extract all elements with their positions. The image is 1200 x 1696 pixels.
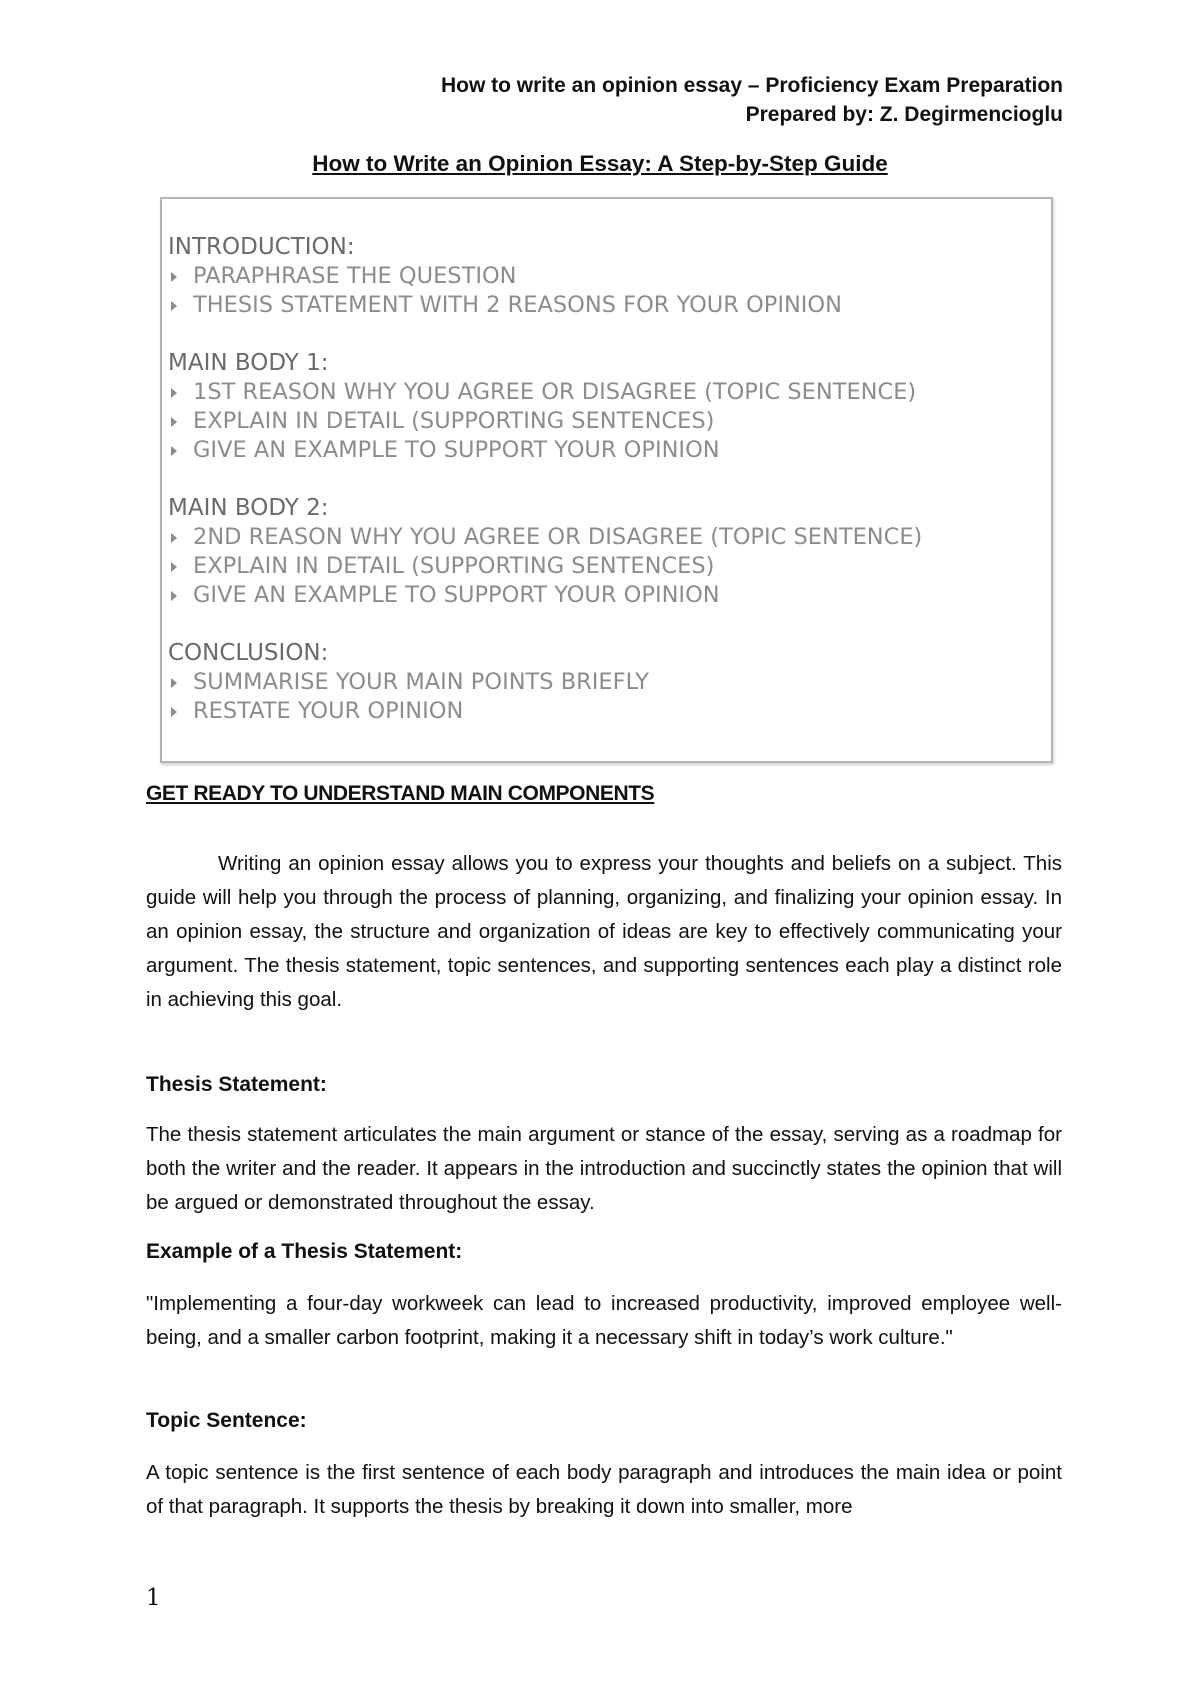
thesis-statement-heading: Thesis Statement: bbox=[146, 1073, 327, 1096]
bullet-triangle-icon bbox=[171, 707, 177, 717]
outline-item: PARAPHRASE THE QUESTION bbox=[168, 262, 842, 291]
outline-item: THESIS STATEMENT WITH 2 REASONS FOR YOUR OPINION bbox=[168, 291, 842, 320]
bullet-triangle-icon bbox=[171, 591, 177, 601]
header-line-1: How to write an opinion essay – Proficiency Exam Preparation bbox=[440, 74, 1063, 97]
bullet-triangle-icon bbox=[171, 446, 177, 456]
outline-item: 2ND REASON WHY YOU AGREE OR DISAGREE (TOPIC SENTENCE) bbox=[168, 523, 922, 552]
intro-paragraph: Writing an opinion essay allows you to express your thoughts and beliefs on a subject. This guide will help you through the process of planning, organizing, and finalizing your opinion essay. In an opinion essay, the structure and organization of ideas are key to effectively communicating your argument. The thesis statement, topic sentences, and supporting sentences each play a distinct role in achieving this goal. bbox=[146, 852, 1062, 1011]
outline-item: GIVE AN EXAMPLE TO SUPPORT YOUR OPINION bbox=[168, 581, 922, 610]
thesis-statement-paragraph: The thesis statement articulates the main argument or stance of the essay, serving as a roadmap for both the writer and the reader. It appears in the introduction and succinctly states the opinion that will be argued or demonstrated throughout the essay. bbox=[146, 1123, 1062, 1214]
thesis-example-heading: Example of a Thesis Statement: bbox=[146, 1240, 463, 1263]
outline-heading: MAIN BODY 1: bbox=[168, 350, 329, 376]
bullet-triangle-icon bbox=[171, 272, 177, 282]
bullet-triangle-icon bbox=[171, 533, 177, 543]
outline-item: GIVE AN EXAMPLE TO SUPPORT YOUR OPINION bbox=[168, 436, 916, 465]
outline-section-conclusion bbox=[168, 639, 649, 726]
bullet-triangle-icon bbox=[171, 301, 177, 311]
outline-item: EXPLAIN IN DETAIL (SUPPORTING SENTENCES) bbox=[168, 407, 916, 436]
document-title: How to Write an Opinion Essay: A Step-by-Step Guide bbox=[312, 151, 888, 176]
bullet-triangle-icon bbox=[171, 562, 177, 572]
outline-heading: INTRODUCTION: bbox=[168, 234, 355, 260]
topic-sentence-paragraph: A topic sentence is the first sentence of each body paragraph and introduces the main idea or point of that paragraph. It supports the thesis by breaking it down into smaller, more bbox=[146, 1461, 1062, 1518]
outline-section-introduction bbox=[168, 233, 842, 320]
page-number: 1 bbox=[146, 1585, 161, 1611]
get-ready-heading: GET READY TO UNDERSTAND MAIN COMPONENTS bbox=[146, 782, 655, 805]
outline-item: EXPLAIN IN DETAIL (SUPPORTING SENTENCES) bbox=[168, 552, 922, 581]
bullet-triangle-icon bbox=[171, 678, 177, 688]
outline-item: RESTATE YOUR OPINION bbox=[168, 697, 649, 726]
outline-heading: MAIN BODY 2: bbox=[168, 495, 329, 521]
outline-heading: CONCLUSION: bbox=[168, 640, 329, 666]
outline-item: 1ST REASON WHY YOU AGREE OR DISAGREE (TOPIC SENTENCE) bbox=[168, 378, 916, 407]
bullet-triangle-icon bbox=[171, 388, 177, 398]
thesis-example-paragraph: "Implementing a four-day workweek can lead to increased productivity, improved employee well-being, and a smaller carbon footprint, making it a necessary shift in today’s work culture." bbox=[146, 1292, 1062, 1349]
topic-sentence-heading: Topic Sentence: bbox=[146, 1409, 307, 1432]
essay-outline-box bbox=[160, 197, 1053, 763]
outline-item: SUMMARISE YOUR MAIN POINTS BRIEFLY bbox=[168, 668, 649, 697]
outline-section-main-body-2 bbox=[168, 494, 922, 610]
outline-section-main-body-1 bbox=[168, 349, 916, 465]
header-line-2: Prepared by: Z. Degirmencioglu bbox=[745, 103, 1063, 126]
bullet-triangle-icon bbox=[171, 417, 177, 427]
